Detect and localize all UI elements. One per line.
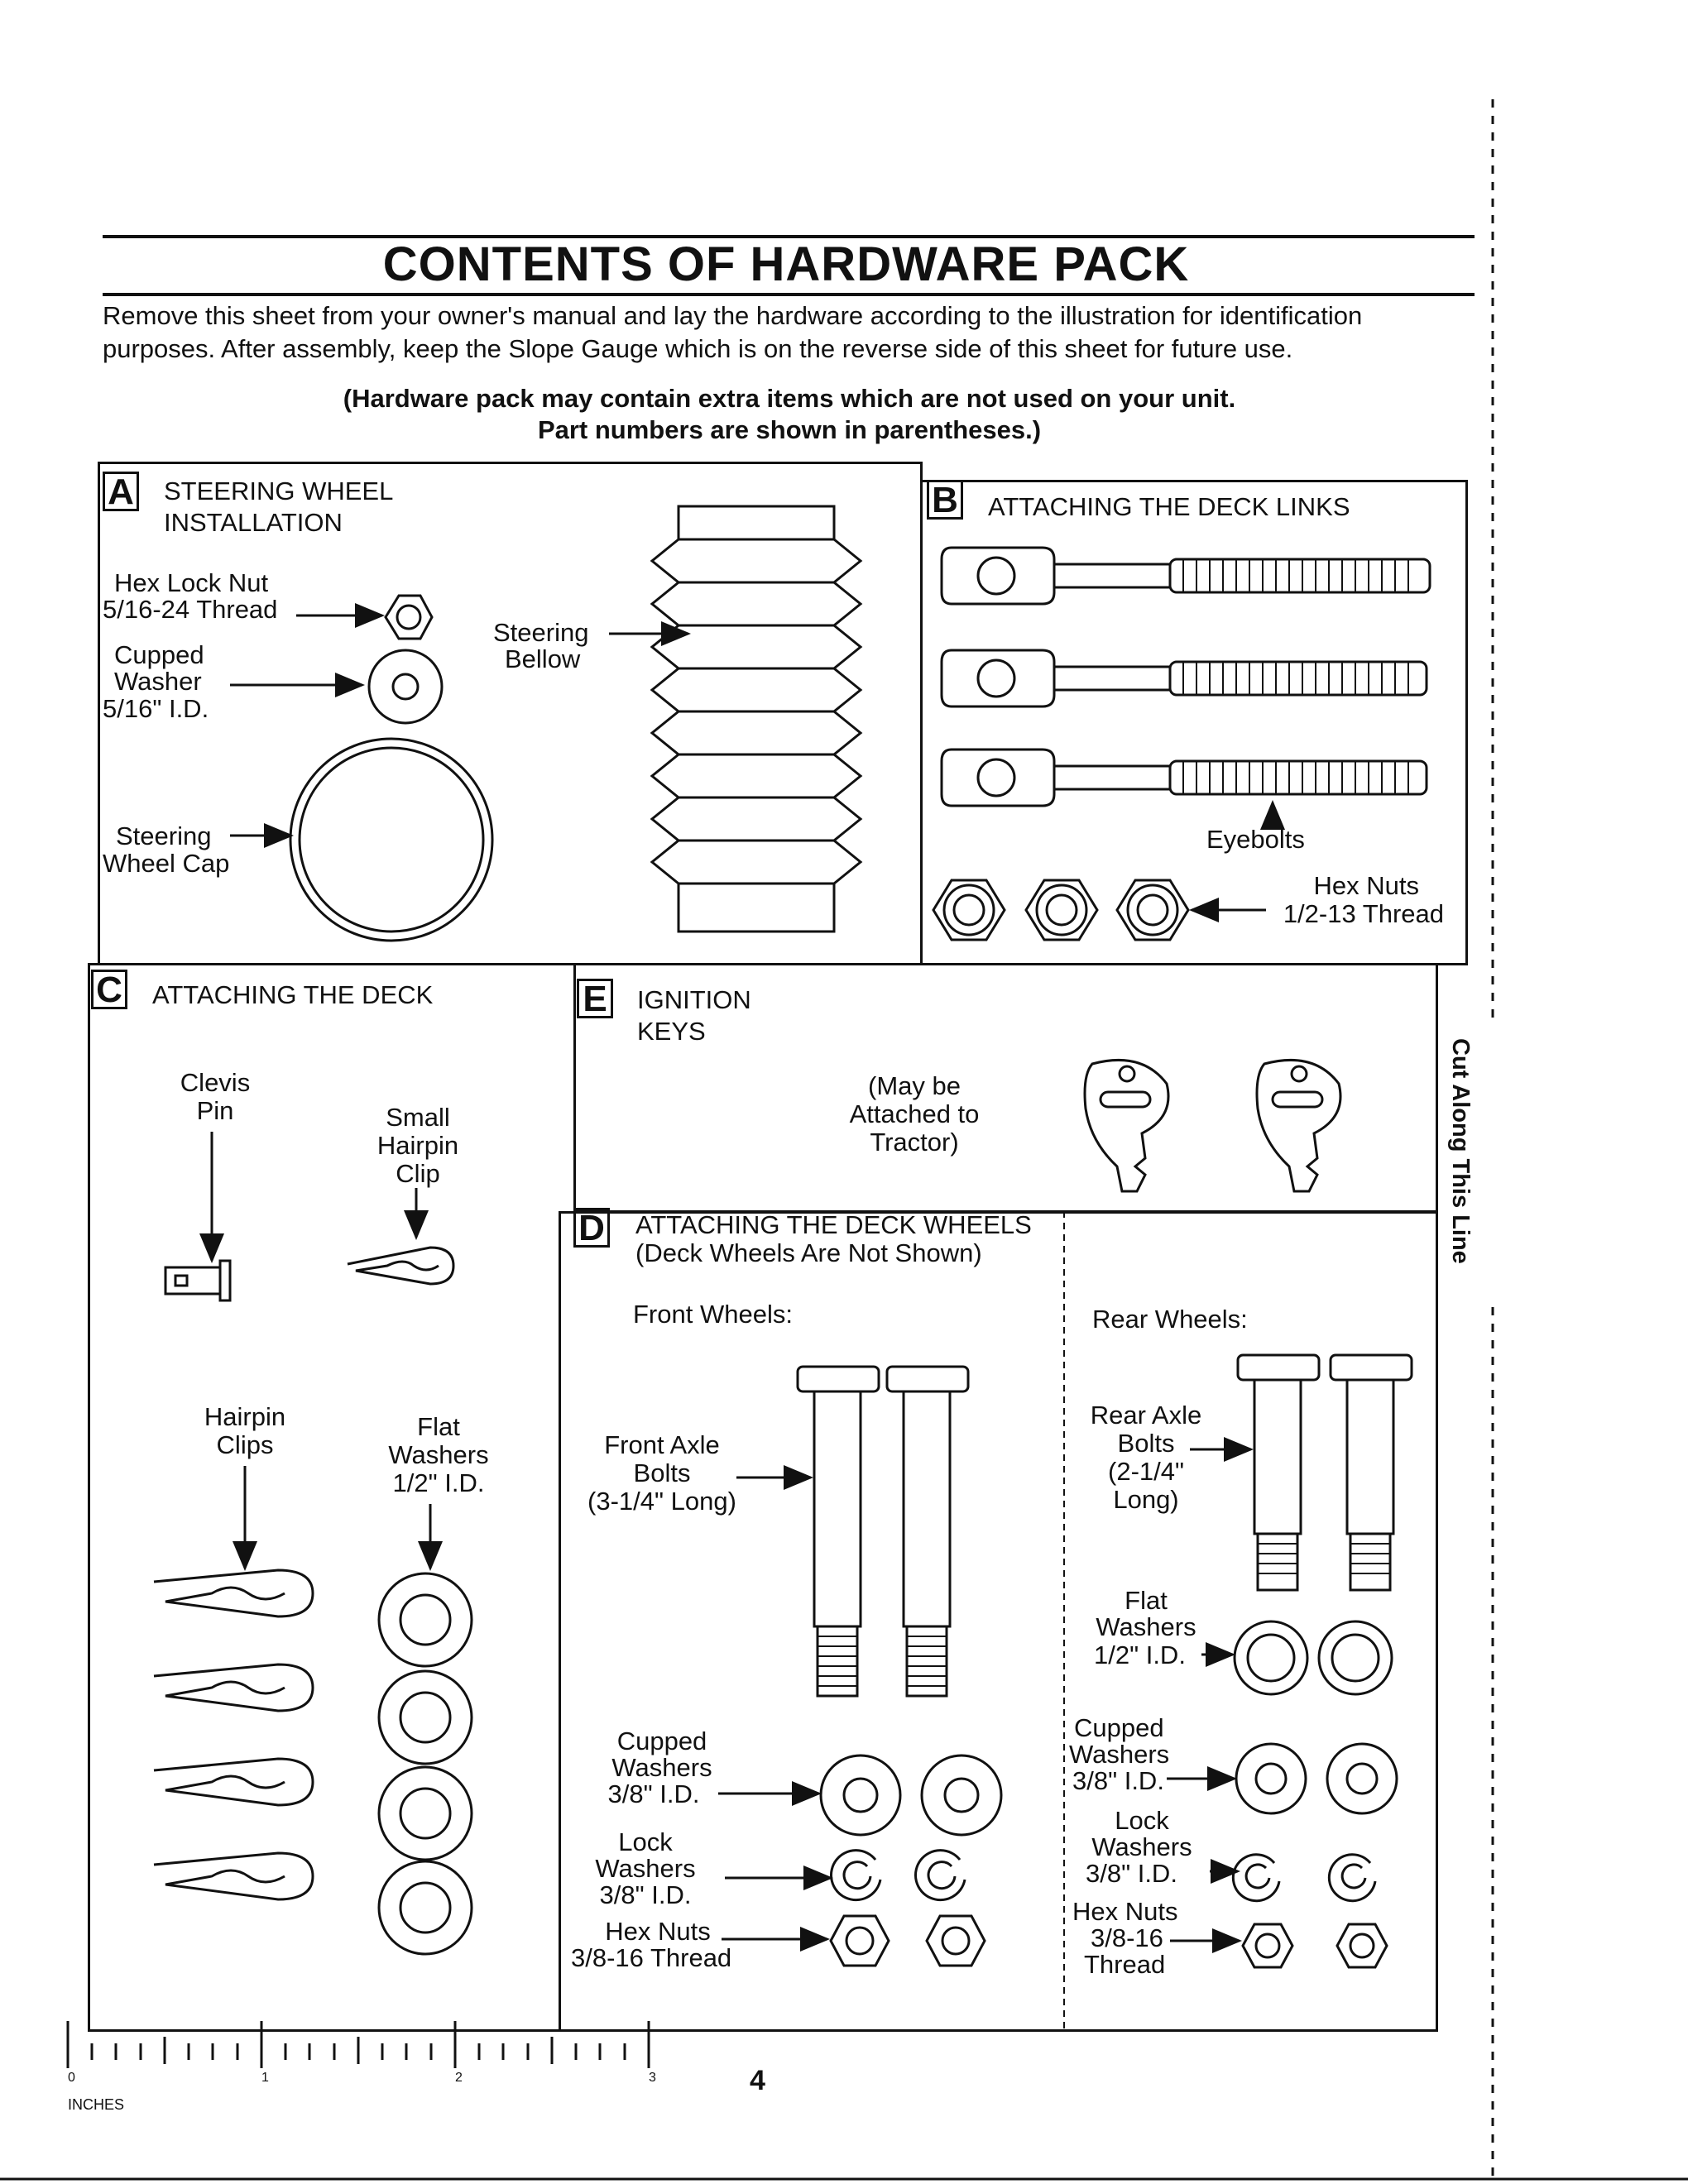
hex-nut-icon: [1117, 880, 1188, 940]
keys-note-1: (May be: [868, 1071, 961, 1100]
clevis-pin-label-1: Clevis: [180, 1068, 251, 1097]
clevis-pin-label-2: Pin: [196, 1096, 234, 1125]
section-a-title-1: STEERING WHEEL: [164, 477, 394, 505]
section-a-title-2: INSTALLATION: [164, 508, 343, 537]
hairpin-clip-icon: [154, 1853, 313, 1899]
hex-nut-icon: [933, 880, 1005, 940]
page-number: 4: [750, 2065, 765, 2096]
section-c-letter: C: [91, 970, 127, 1009]
wheel-cap-label-2: Wheel Cap: [103, 849, 230, 878]
flat-washers-c-label-2: Washers: [388, 1440, 489, 1469]
flat-washer-icon: [1235, 1621, 1307, 1694]
inch-ruler: [68, 2021, 649, 2068]
clevis-pin-icon: [165, 1261, 230, 1300]
section-d-title-1: ATTACHING THE DECK WHEELS: [635, 1210, 1032, 1239]
front-hex-label: Hex Nuts: [605, 1917, 711, 1946]
ruler-tick-0: 0: [68, 2071, 75, 2085]
ruler-unit: INCHES: [68, 2096, 125, 2113]
steering-wheel-cap-icon: [290, 739, 492, 941]
hex-nut-icon: [831, 1916, 889, 1966]
lock-washer-icon: [1233, 1855, 1279, 1901]
hairpin-clips-label-1: Hairpin: [204, 1402, 286, 1431]
front-wheels-heading: Front Wheels:: [633, 1300, 793, 1329]
hex-nut-icon: [1243, 1924, 1292, 1967]
hairpin-clip-icon: [154, 1759, 313, 1805]
ignition-key-icon: [1085, 1060, 1168, 1191]
rear-axle-bolt-icon: [1331, 1355, 1412, 1590]
cupped-washer-icon: [922, 1755, 1001, 1835]
rear-axle-bolts-label-1: Rear Axle: [1090, 1401, 1202, 1430]
steering-bellow-icon: [652, 506, 861, 932]
section-e-title-1: IGNITION: [637, 985, 751, 1014]
hex-lock-nut-icon: [386, 596, 432, 639]
front-axle-bolts-label-1: Front Axle: [604, 1430, 720, 1459]
keys-note-2: Attached to: [849, 1099, 980, 1128]
section-e-letter: E: [577, 979, 613, 1018]
flat-washer-icon: [1319, 1621, 1392, 1694]
cupped-washer-icon: [821, 1755, 900, 1835]
rear-flat-label-2: Washers: [1096, 1612, 1196, 1641]
rear-lock-size: 3/8" I.D.: [1086, 1859, 1177, 1888]
lock-washer-icon: [915, 1851, 965, 1900]
bellow-label-1: Steering: [493, 618, 589, 647]
eyebolts-label: Eyebolts: [1206, 825, 1305, 854]
front-hex-thread: 3/8-16 Thread: [571, 1943, 732, 1972]
cupped-washer-icon: [1327, 1744, 1397, 1813]
ruler-tick-3: 3: [649, 2071, 656, 2085]
cupped-washer-label-1: Cupped: [114, 640, 204, 669]
flat-washer-icon: [379, 1573, 472, 1666]
hex-nut-icon: [1026, 880, 1097, 940]
small-hairpin-label-2: Hairpin: [376, 1131, 459, 1160]
rear-flat-size: 1/2" I.D.: [1094, 1640, 1186, 1669]
flat-washer-icon: [379, 1861, 472, 1954]
ruler-tick-1: 1: [261, 2071, 269, 2085]
front-axle-bolts-label-2: Bolts: [633, 1458, 691, 1487]
cut-along-line-label: Cut Along This Line: [1447, 1038, 1474, 1264]
rear-cupped-label-2: Washers: [1069, 1740, 1170, 1769]
bellow-label-2: Bellow: [505, 644, 581, 673]
rear-axle-bolts-label-2: Bolts: [1117, 1429, 1175, 1458]
hairpin-clips-label-2: Clips: [216, 1430, 274, 1459]
front-lock-label-2: Washers: [595, 1854, 696, 1883]
section-b-title: ATTACHING THE DECK LINKS: [988, 492, 1350, 521]
flat-washers-c-size: 1/2" I.D.: [392, 1468, 485, 1497]
ignition-key-icon: [1257, 1060, 1340, 1191]
section-d-letter: D: [573, 1208, 610, 1248]
small-hairpin-label-3: Clip: [396, 1159, 440, 1188]
section-e-title-2: KEYS: [637, 1017, 706, 1046]
intro-text: Remove this sheet from your owner's manual and lay the hardware according to the illustration for identification purposes. After assembly, keep the Slope Gauge which is on the reverse side of this sheet for future use.: [103, 301, 1363, 363]
hex-nuts-b-label: Hex Nuts: [1313, 871, 1419, 900]
flat-washers-c-label-1: Flat: [417, 1412, 460, 1441]
rear-cupped-label-1: Cupped: [1074, 1713, 1164, 1742]
rear-hex-thread-2: Thread: [1084, 1950, 1166, 1979]
cupped-washer-icon: [369, 650, 442, 723]
rear-axle-bolts-length-2: Long): [1113, 1485, 1179, 1514]
hex-nut-icon: [927, 1916, 985, 1966]
rear-wheels-heading: Rear Wheels:: [1092, 1305, 1248, 1334]
hairpin-clip-icon: [154, 1570, 313, 1616]
rear-cupped-size: 3/8" I.D.: [1072, 1766, 1164, 1795]
cupped-washer-label-2: Washer: [114, 667, 202, 696]
section-b-letter: B: [927, 480, 963, 520]
eyebolt-icon: [942, 548, 1430, 604]
hairpin-clip-icon: [154, 1664, 313, 1711]
note-line-1: (Hardware pack may contain extra items which are not used on your unit.: [343, 384, 1236, 413]
section-a-letter: A: [103, 472, 139, 511]
section-c-title: ATTACHING THE DECK: [152, 980, 434, 1009]
ruler-tick-2: 2: [455, 2071, 463, 2085]
hex-lock-nut-thread: 5/16-24 Thread: [103, 595, 278, 624]
hex-nut-icon: [1337, 1924, 1387, 1967]
rear-flat-label-1: Flat: [1125, 1586, 1168, 1615]
flat-washer-icon: [379, 1767, 472, 1860]
cupped-washer-size: 5/16" I.D.: [103, 694, 209, 723]
cupped-washer-icon: [1236, 1744, 1306, 1813]
front-cupped-label-1: Cupped: [616, 1727, 707, 1755]
small-hairpin-clip-icon: [348, 1248, 453, 1284]
flat-washer-icon: [379, 1671, 472, 1764]
note-line-2: Part numbers are shown in parentheses.): [537, 415, 1042, 444]
page-title: CONTENTS OF HARDWARE PACK: [382, 237, 1190, 291]
hex-lock-nut-label: Hex Lock Nut: [114, 568, 269, 597]
lock-washer-icon: [831, 1851, 880, 1900]
front-cupped-label-2: Washers: [611, 1753, 712, 1782]
rear-lock-label-2: Washers: [1091, 1832, 1192, 1861]
lock-washer-icon: [1329, 1855, 1375, 1901]
rear-axle-bolts-length-1: (2-1/4": [1108, 1457, 1184, 1486]
front-lock-size: 3/8" I.D.: [599, 1880, 692, 1909]
front-axle-bolts-length: (3-1/4" Long): [587, 1487, 736, 1516]
rear-hex-thread-1: 3/8-16: [1091, 1923, 1163, 1952]
keys-note-3: Tractor): [870, 1128, 959, 1157]
front-lock-label-1: Lock: [618, 1827, 673, 1856]
small-hairpin-label-1: Small: [386, 1103, 450, 1132]
hex-nuts-b-thread: 1/2-13 Thread: [1283, 899, 1444, 928]
rear-lock-label-1: Lock: [1115, 1806, 1169, 1835]
rear-hex-label: Hex Nuts: [1072, 1897, 1178, 1926]
rear-axle-bolt-icon: [1238, 1355, 1319, 1590]
front-cupped-size: 3/8" I.D.: [607, 1779, 700, 1808]
wheel-cap-label-1: Steering: [116, 821, 212, 850]
section-d-title-2: (Deck Wheels Are Not Shown): [635, 1238, 982, 1267]
